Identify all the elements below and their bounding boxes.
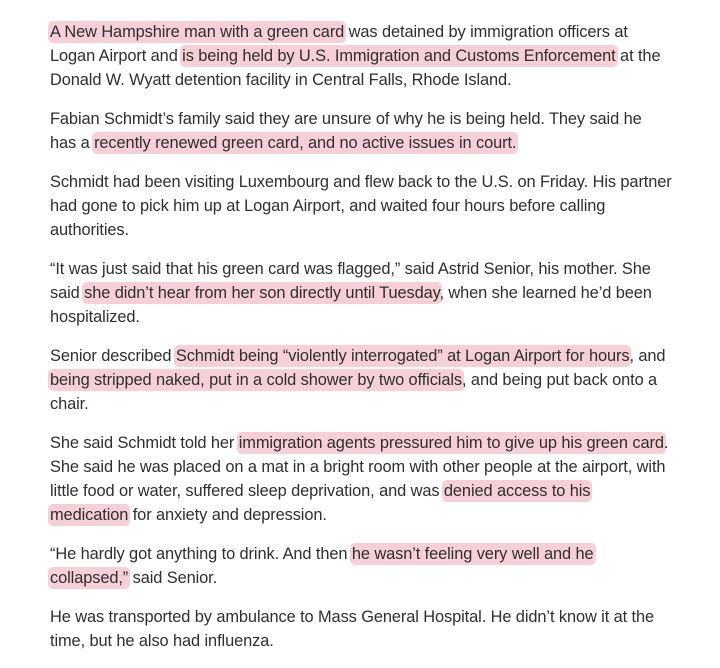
highlighted-text: she didn’t hear from her son directly until Tuesday xyxy=(84,284,440,302)
paragraph-text: Schmidt had been visiting Luxembourg and flew back to the U.S. on Friday. His partner had gone to pick him up at Logan Airport, and waited four hours before calling authorities. xyxy=(50,173,672,239)
article-body xyxy=(50,20,672,668)
article-paragraph xyxy=(50,344,672,416)
highlighted-text: is being held by U.S. Immigration and Customs Enforcement xyxy=(182,47,616,65)
highlighted-text: immigration agents pressured him to give up his green card xyxy=(238,434,664,452)
paragraph-text: He was transported by ambulance to Mass General Hospital. He didn’t know it at the time, but he also had influenza. xyxy=(50,608,655,650)
highlighted-text: he wasn’t feeling very well and he collapsed,” xyxy=(50,545,594,587)
paragraph-text: , when she learned he’d been hospitalized. xyxy=(50,284,652,326)
article-paragraph xyxy=(50,257,672,329)
highlighted-text: Schmidt being “violently interrogated” at Logan Airport for hours xyxy=(175,347,630,365)
article-paragraph xyxy=(50,605,672,653)
article-paragraph xyxy=(50,542,672,590)
article-paragraph xyxy=(50,107,672,155)
article-paragraph xyxy=(50,431,672,527)
paragraph-text: . She said he was placed on a mat in a bright room with other people at the airport, with little food or water, suffered sleep deprivation, and was xyxy=(50,434,669,500)
paragraph-text: , and xyxy=(629,347,666,365)
paragraph-text: “He hardly got anything to drink. And then xyxy=(50,545,352,563)
highlighted-text: denied access to his medication xyxy=(50,482,591,524)
paragraph-text: said Senior. xyxy=(128,569,218,587)
paragraph-text: “It was just said that his green card was flagged,” said Astrid Senior, his mother. She said xyxy=(50,260,651,302)
paragraph-text: at the Donald W. Wyatt detention facility in Central Falls, Rhode Island. xyxy=(50,47,661,89)
highlighted-text: being stripped naked, put in a cold shower by two officials xyxy=(50,371,463,389)
paragraph-text: Senior described xyxy=(50,347,176,365)
highlighted-text: A New Hampshire man with a green card xyxy=(50,23,345,41)
paragraph-text: , and being put back onto a chair. xyxy=(50,371,658,413)
highlighted-text: recently renewed green card, and no active issues in court. xyxy=(94,134,517,152)
paragraph-text: She said Schmidt told her xyxy=(50,434,239,452)
paragraph-text: for anxiety and depression. xyxy=(128,506,327,524)
paragraph-text: Fabian Schmidt’s family said they are unsure of why he is being held. They said he has a xyxy=(50,110,642,152)
article-paragraph xyxy=(50,20,672,92)
paragraph-text: was detained by immigration officers at Logan Airport and xyxy=(50,23,628,65)
article-paragraph xyxy=(50,170,672,242)
